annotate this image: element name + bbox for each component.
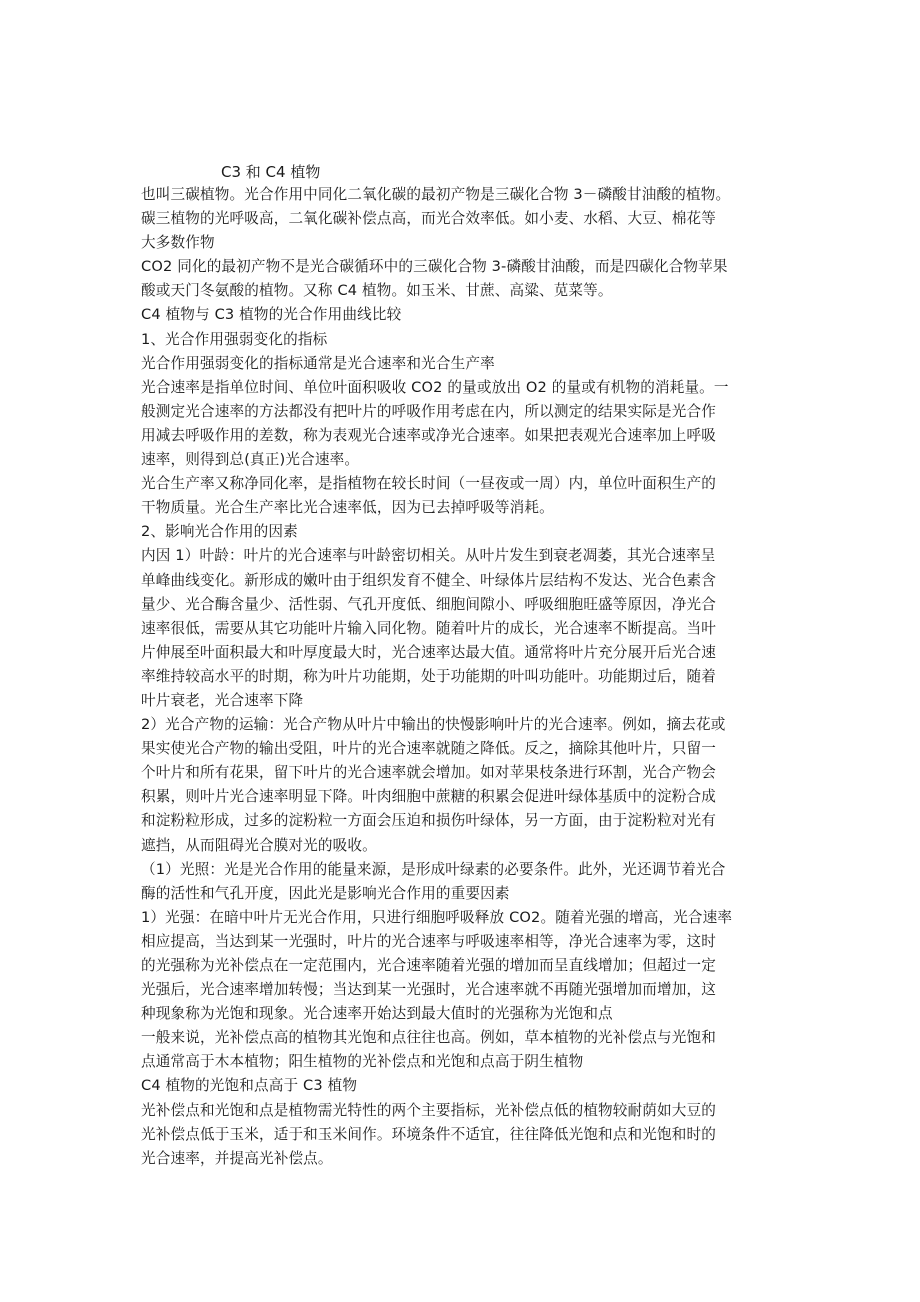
text-line: 用减去呼吸作用的差数，称为表观光合速率或净光合速率。如果把表观光合速率加上呼吸 bbox=[141, 426, 717, 444]
text-line: 光合作用强弱变化的指标通常是光合速率和光合生产率 bbox=[141, 354, 495, 372]
text-line: 种现象称为光饱和现象。光合速率开始达到最大值时的光强称为光饱和点 bbox=[141, 1005, 613, 1023]
text-line: 内因 1）叶龄：叶片的光合速率与叶龄密切相关。从叶片发生到衰老凋萎，其光合速率呈 bbox=[141, 547, 716, 565]
text-line: 光补偿点和光饱和点是植物需光特性的两个主要指标，光补偿点低的植物较耐荫如大豆的 bbox=[141, 1101, 717, 1119]
text-line: 个叶片和所有花果，留下叶片的光合速率就会增加。如对苹果枝条进行环割，光合产物会 bbox=[141, 764, 717, 782]
text-line: CO2 同化的最初产物不是光合碳循环中的三碳化合物 3-磷酸甘油酸，而是四碳化合物苹果 bbox=[141, 258, 728, 276]
text-line: 酸或天门冬氨酸的植物。又称 C4 植物。如玉米、甘蔗、高粱、苋菜等。 bbox=[141, 282, 613, 300]
text-line: 点通常高于木本植物；阳生植物的光补偿点和光饱和点高于阴生植物 bbox=[141, 1053, 584, 1071]
text-line: C4 植物与 C3 植物的光合作用曲线比较 bbox=[141, 306, 402, 324]
text-line: 1）光强：在暗中叶片无光合作用，只进行细胞呼吸释放 CO2。随着光强的增高，光合速率 bbox=[141, 908, 733, 926]
text-line: 片伸展至叶面积最大和叶厚度最大时，光合速率达最大值。通常将叶片充分展开后光合速 bbox=[141, 643, 717, 661]
text-line: 遮挡，从而阻碍光合膜对光的吸收。 bbox=[141, 836, 377, 854]
text-line: 积累，则叶片光合速率明显下降。叶肉细胞中蔗糖的积累会促进叶绿体基质中的淀粉合成 bbox=[141, 788, 717, 806]
text-line: 光合速率，并提高光补偿点。 bbox=[141, 1149, 333, 1167]
text-line: 般测定光合速率的方法都没有把叶片的呼吸作用考虑在内，所以测定的结果实际是光合作 bbox=[141, 402, 717, 420]
text-line: 率维持较高水平的时期，称为叶片功能期，处于功能期的叶叫功能叶。功能期过后，随着 bbox=[141, 667, 717, 685]
text-line: （1）光照：光是光合作用的能量来源，是形成叶绿素的必要条件。此外，光还调节着光合 bbox=[141, 860, 726, 878]
text-line: 干物质量。光合生产率比光合速率低，因为已去掉呼吸等消耗。 bbox=[141, 499, 554, 517]
text-line: 光合生产率又称净同化率，是指植物在较长时间（一昼夜或一周）内，单位叶面积生产的 bbox=[141, 475, 717, 493]
document-title: C3 和 C4 植物 bbox=[221, 163, 321, 181]
text-line: 和淀粉粒形成，过多的淀粉粒一方面会压迫和损伤叶绿体，另一方面，由于淀粉粒对光有 bbox=[141, 812, 717, 830]
text-line: 大多数作物 bbox=[141, 234, 215, 252]
text-line: 2、影响光合作用的因素 bbox=[141, 523, 298, 541]
text-line: 酶的活性和气孔开度，因此光是影响光合作用的重要因素 bbox=[141, 884, 510, 902]
text-line: 叶片衰老，光合速率下降 bbox=[141, 691, 304, 709]
text-line: 碳三植物的光呼吸高，二氧化碳补偿点高，而光合效率低。如小麦、水稻、大豆、棉花等 bbox=[141, 210, 717, 228]
text-line: 2）光合产物的运输：光合产物从叶片中输出的快慢影响叶片的光合速率。例如，摘去花或 bbox=[141, 716, 726, 734]
text-line: 的光强称为光补偿点在一定范围内，光合速率随着光强的增加而呈直线增加；但超过一定 bbox=[141, 957, 717, 974]
text-line: 速率，则得到总(真正)光合速率。 bbox=[141, 451, 360, 469]
document-body bbox=[141, 183, 791, 1171]
text-line: 速率很低，需要从其它功能叶片输入同化物。随着叶片的成长，光合速率不断提高。当叶 bbox=[141, 619, 717, 637]
text-line: 光补偿点低于玉米，适于和玉米间作。环境条件不适宜，往往降低光饱和点和光饱和时的 bbox=[141, 1125, 717, 1143]
text-line: C4 植物的光饱和点高于 C3 植物 bbox=[141, 1077, 358, 1095]
text-line: 一般来说，光补偿点高的植物其光饱和点往往也高。例如，草本植物的光补偿点与光饱和 bbox=[141, 1029, 717, 1047]
text-line: 光强后，光合速率增加转慢；当达到某一光强时，光合速率就不再随光强增加而增加，这 bbox=[141, 981, 717, 999]
text-line: 单峰曲线变化。新形成的嫩叶由于组织发育不健全、叶绿体片层结构不发达、光合色素含 bbox=[141, 571, 717, 589]
text-line: 相应提高，当达到某一光强时，叶片的光合速率与呼吸速率相等，净光合速率为零，这时 bbox=[141, 932, 717, 950]
text-line: 光合速率是指单位时间、单位叶面积吸收 CO2 的量或放出 O2 的量或有机物的消耗量。一 bbox=[141, 378, 729, 396]
text-line: 也叫三碳植物。光合作用中同化二氧化碳的最初产物是三碳化合物 3－磷酸甘油酸的植物。 bbox=[141, 186, 731, 203]
text-line: 量少、光合酶含量少、活性弱、气孔开度低、细胞间隙小、呼吸细胞旺盛等原因，净光合 bbox=[141, 595, 717, 613]
text-line: 1、光合作用强弱变化的指标 bbox=[141, 330, 328, 348]
text-line: 果实使光合产物的输出受阻，叶片的光合速率就随之降低。反之，摘除其他叶片，只留一 bbox=[141, 740, 717, 758]
